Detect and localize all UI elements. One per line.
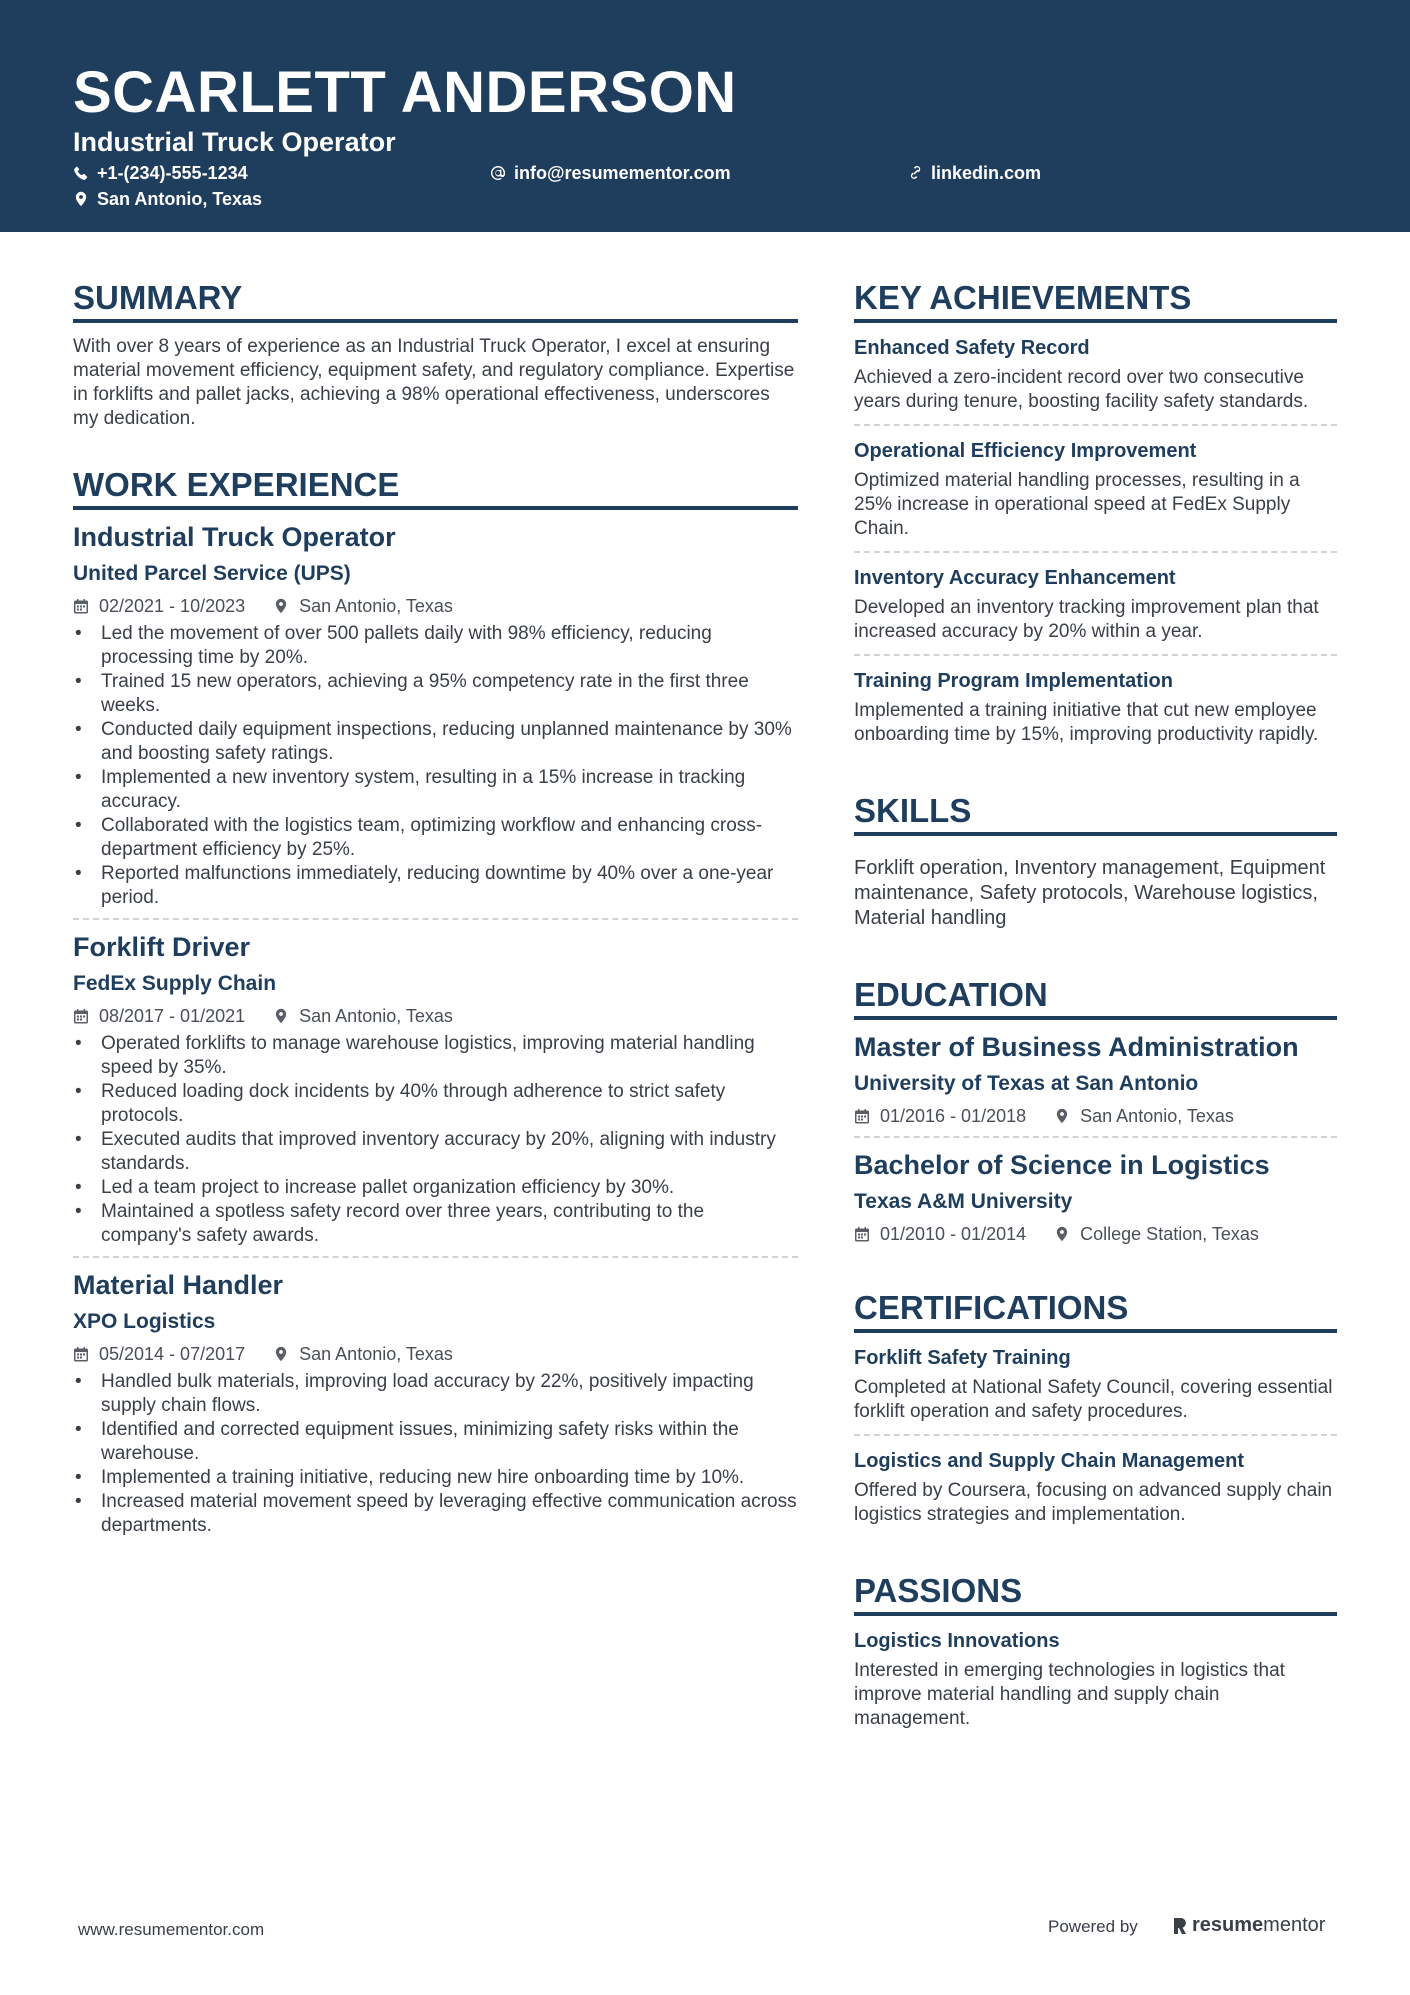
experience-heading: WORK EXPERIENCE [73,465,798,510]
company-name: United Parcel Service (UPS) [73,562,351,585]
meta-row [854,1222,1337,1246]
certification-item-desc: Completed at National Safety Council, covering essential forklift operation and safety procedures. [854,1377,1333,1422]
meta-row [854,1104,1337,1128]
achievement-item [854,656,1337,757]
bullet-item: • Implemented a new inventory system, resulting in a 15% increase in tracking accuracy. [73,766,798,814]
passions-heading: PASSIONS [854,1571,1337,1616]
passion-item-title: Logistics Innovations [854,1630,1060,1652]
right-column [854,278,1337,1775]
bullet-item: • Identified and corrected equipment issues, minimizing safety risks within the warehouse. [73,1418,798,1466]
achievement-item [854,553,1337,656]
bullet-item: • Increased material movement speed by leveraging effective communication across departments. [73,1490,798,1538]
bullet-item: • Maintained a spotless safety record over three years, contributing to the company's safety awards. [73,1200,798,1248]
contact-email[interactable] [490,161,731,185]
bullet-item: • Led the movement of over 500 pallets daily with 98% efficiency, reducing processing time by 20%. [73,622,798,670]
job-bullets [73,622,798,910]
bullet-item: • Collaborated with the logistics team, optimizing workflow and enhancing cross-department efficiency by 25%. [73,814,798,862]
bullet-item: • Reported malfunctions immediately, reducing downtime by 40% over a one-year period. [73,862,798,910]
location: San Antonio, Texas [299,1006,453,1026]
location: San Antonio, Texas [299,1344,453,1364]
contact-location [73,187,262,211]
bullet-item: • Implemented a training initiative, reducing new hire onboarding time by 10%. [73,1466,798,1490]
passion-item-desc: Interested in emerging technologies in logistics that improve material handling and supply chain management. [854,1660,1285,1729]
achievement-item-desc: Developed an inventory tracking improvement plan that increased accuracy by 20% within a year. [854,597,1319,642]
achievement-item [854,323,1337,426]
school-name: Texas A&M University [854,1190,1073,1213]
company-name: FedEx Supply Chain [73,972,277,995]
calendar-icon [854,1226,870,1242]
achievement-item [854,426,1337,553]
job-role: Material Handler [73,1270,284,1300]
degree-name: Bachelor of Science in Logistics [854,1150,1270,1180]
achievement-item-title: Training Program Implementation [854,670,1173,692]
location-pin-icon [273,1008,289,1024]
at-sign-icon [490,165,506,181]
achievement-list [854,323,1337,757]
company-name: XPO Logistics [73,1310,216,1333]
date-range: 01/2016 - 01/2018 [880,1106,1027,1126]
phone-icon [73,165,89,181]
link-icon [907,165,923,181]
location: San Antonio, Texas [1080,1106,1234,1126]
achievement-item-title: Enhanced Safety Record [854,337,1090,359]
location-pin-icon [1054,1226,1070,1242]
calendar-icon [854,1108,870,1124]
date-range: 02/2021 - 10/2023 [99,596,246,616]
skills-section [854,791,1337,931]
bullet-item: • Operated forklifts to manage warehouse logistics, improving material handling speed by 35%. [73,1032,798,1080]
job-bullets [73,1032,798,1248]
passion-item [854,1616,1337,1741]
location-pin-icon [1054,1108,1070,1124]
job-entry [73,510,798,920]
degree-name: Master of Business Administration [854,1032,1299,1062]
date-range: 05/2014 - 07/2017 [99,1344,246,1364]
footer-website[interactable]: www.resumementor.com [78,1920,265,1939]
achievement-item-title: Inventory Accuracy Enhancement [854,567,1176,589]
date-range: 01/2010 - 01/2014 [880,1224,1027,1244]
experience-section [73,465,798,1546]
school-name: University of Texas at San Antonio [854,1072,1199,1095]
bullet-item: • Led a team project to increase pallet organization efficiency by 30%. [73,1176,798,1200]
brand-name-bold: resume [1192,1914,1264,1936]
bullet-item: • Reduced loading dock incidents by 40% through adherence to strict safety protocols. [73,1080,798,1128]
passions-section [854,1571,1337,1741]
bullet-item: • Conducted daily equipment inspections, reducing unplanned maintenance by 30% and boosting safety ratings. [73,718,798,766]
contact-linkedin[interactable] [907,161,1041,185]
location-pin-icon [273,1346,289,1362]
certifications-section [854,1288,1337,1537]
education-entry [854,1138,1337,1254]
left-column [73,278,798,1580]
summary-heading: SUMMARY [73,278,798,323]
calendar-icon [73,1346,89,1362]
calendar-icon [73,598,89,614]
certification-item [854,1333,1337,1436]
location: San Antonio, Texas [299,596,453,616]
skills-heading: SKILLS [854,791,1337,836]
location: College Station, Texas [1080,1224,1259,1244]
location-text: San Antonio, Texas [97,189,263,209]
brand-name-light: mentor [1263,1914,1326,1936]
job-role: Forklift Driver [73,932,251,962]
bullet-item: • Trained 15 new operators, achieving a 95% competency rate in the first three weeks. [73,670,798,718]
linkedin-text: linkedin.com [931,163,1042,183]
job-role: Industrial Truck Operator [73,522,396,552]
job-entry [73,920,798,1258]
meta-row [73,1004,798,1028]
email-text: info@resumementor.com [514,163,731,183]
job-bullets [73,1370,798,1538]
certifications-heading: CERTIFICATIONS [854,1288,1337,1333]
bullet-item: • Executed audits that improved inventory accuracy by 20%, aligning with industry standards. [73,1128,798,1176]
job-list [73,510,798,1546]
achievement-item-desc: Optimized material handling processes, resulting in a 25% increase in operational speed at FedEx Supply Chain. [854,470,1300,539]
powered-by-label: Powered by [1048,1917,1138,1936]
brand-logo[interactable] [1172,1914,1325,1937]
achievement-item-desc: Implemented a training initiative that cut new employee onboarding time by 15%, improving productivity rapidly. [854,700,1319,745]
job-entry [73,1258,798,1546]
certification-item-title: Forklift Safety Training [854,1347,1071,1369]
certification-item [854,1436,1337,1537]
job-title: Industrial Truck Operator [73,127,396,157]
certification-item-title: Logistics and Supply Chain Management [854,1450,1245,1472]
resumementor-logo-icon [1172,1916,1188,1936]
meta-row [73,594,798,618]
meta-row [73,1342,798,1366]
education-entry [854,1020,1337,1138]
summary-text: With over 8 years of experience as an Industrial Truck Operator, I excel at ensuring material movement efficiency, equipment safety, and regulatory compliance. Expertise in forklifts and pallet jacks, achieving a 98% operational effectiveness, underscores my dedication. [73,336,795,429]
calendar-icon [73,1008,89,1024]
certification-list [854,1333,1337,1537]
phone-text: +1-(234)-555-1234 [97,163,248,183]
contact-phone[interactable] [73,161,248,185]
achievements-section [854,278,1337,757]
skills-text: Forklift operation, Inventory management, Equipment maintenance, Safety protocols, Warehouse logistics, Material handling [854,857,1326,929]
achievement-item-desc: Achieved a zero-incident record over two consecutive years during tenure, boosting facility safety standards. [854,367,1309,412]
education-heading: EDUCATION [854,975,1337,1020]
date-range: 08/2017 - 01/2021 [99,1006,246,1026]
bullet-item: • Handled bulk materials, improving load accuracy by 22%, positively impacting supply chain flows. [73,1370,798,1418]
education-section [854,975,1337,1254]
header-banner [0,0,1410,232]
education-list [854,1020,1337,1254]
certification-item-desc: Offered by Coursera, focusing on advanced supply chain logistics strategies and implementation. [854,1480,1333,1525]
summary-section [73,278,798,431]
achievement-item-title: Operational Efficiency Improvement [854,440,1197,462]
passion-list [854,1616,1337,1741]
location-pin-icon [273,598,289,614]
achievements-heading: KEY ACHIEVEMENTS [854,278,1337,323]
location-pin-icon [73,191,89,207]
candidate-name: SCARLETT ANDERSON [73,60,737,125]
